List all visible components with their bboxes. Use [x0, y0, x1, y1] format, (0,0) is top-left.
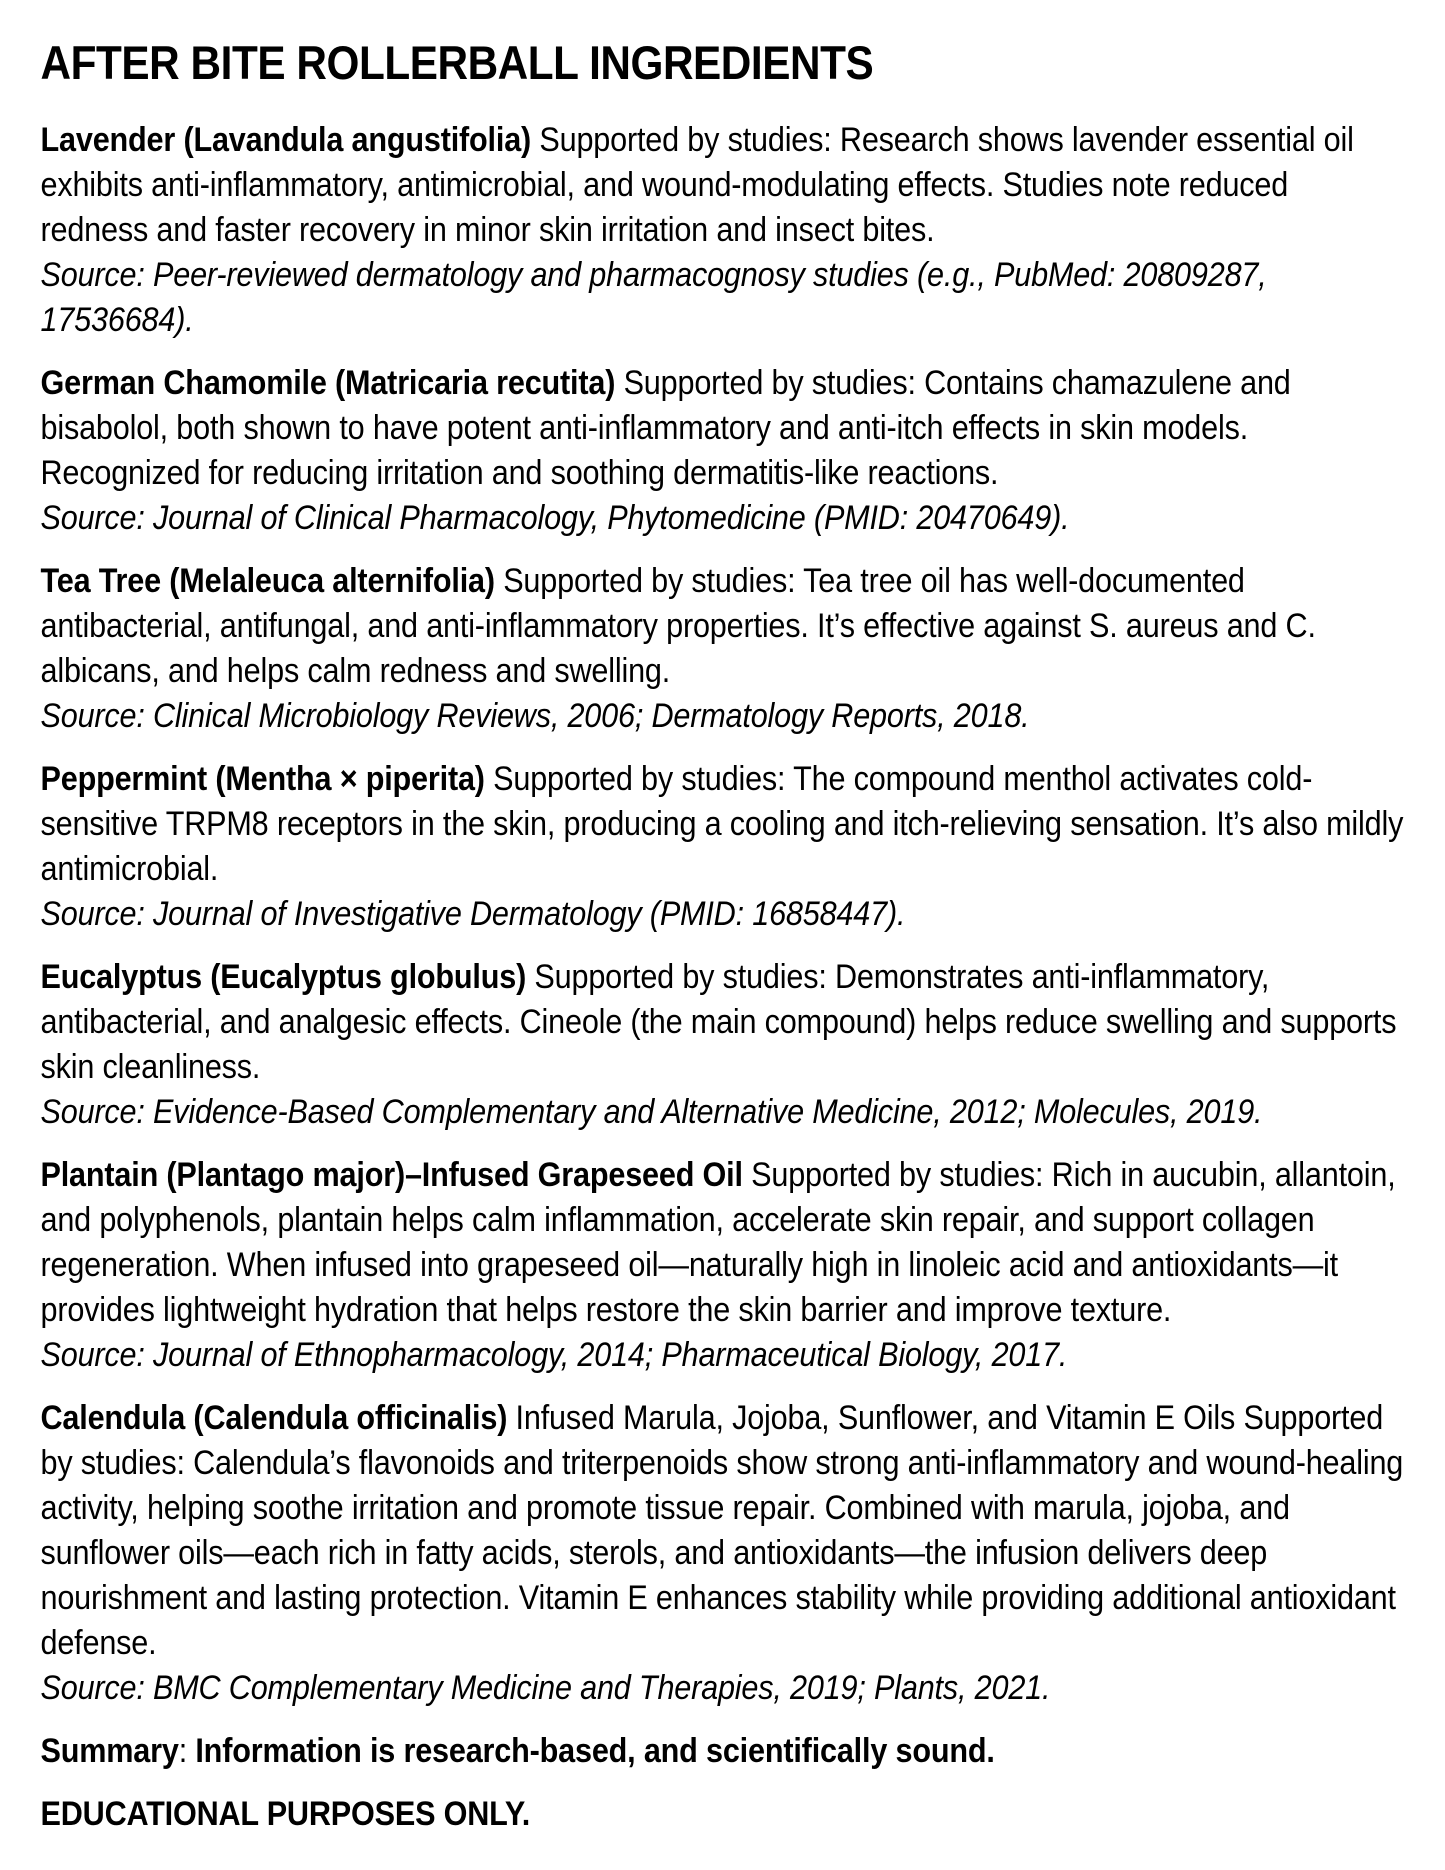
ingredient-calendula — [41, 1396, 1405, 1711]
ingredient-description: Supported by studies: Research shows lavender essential oil exhibits anti-inflammatory, antimicrobial, and wound-modulating effects. Studies note reduced redness and faster recovery in minor skin irritation and insect bites. — [40, 121, 1354, 249]
ingredient-lavender — [41, 118, 1405, 343]
ingredient-description: Supported by studies: Tea tree oil has well-documented antibacterial, antifungal, and anti-inflammatory properties. It’s effective against S. aureus and C. albicans, and helps calm redness and swelling. — [40, 562, 1316, 690]
ingredient-peppermint — [41, 757, 1405, 937]
ingredient-name: Lavender (Lavandula angustifolia) — [40, 121, 532, 159]
disclaimer: EDUCATIONAL PURPOSES ONLY. — [40, 1795, 531, 1833]
ingredient-source: Source: Journal of Clinical Pharmacology, Phytomedicine (PMID: 20470649). — [40, 499, 1070, 537]
summary-statement — [41, 1729, 1405, 1774]
ingredient-name: Tea Tree (Melaleuca alternifolia) — [40, 562, 495, 600]
ingredient-source: Source: Evidence-Based Complementary and Alternative Medicine, 2012; Molecules, 2019. — [40, 1093, 1263, 1131]
ingredient-name: Peppermint (Mentha × piperita) — [40, 760, 485, 798]
ingredient-tea-tree — [41, 559, 1405, 739]
ingredient-source: Source: Peer-reviewed dermatology and pharmacognosy studies (e.g., PubMed: 20809287, 17536684). — [40, 256, 1267, 339]
ingredient-name: Calendula (Calendula officinalis) — [40, 1399, 508, 1437]
summary-text: Information is research-based, and scientifically sound. — [195, 1732, 995, 1770]
summary-label: Summary — [40, 1732, 179, 1770]
ingredient-description: Supported by studies: Demonstrates anti-inflammatory, antibacterial, and analgesic effects. Cineole (the main compound) helps reduce swelling and supports skin cleanliness. — [40, 958, 1397, 1086]
ingredient-source: Source: Journal of Investigative Dermatology (PMID: 16858447). — [40, 895, 906, 933]
ingredient-description: Supported by studies: Rich in aucubin, allantoin, and polyphenols, plantain helps calm inflammation, accelerate skin repair, and support collagen regeneration. When infused into grapeseed oil—naturally high in linoleic acid and antioxidants—it provides lightweight hydration that helps restore the skin barrier and improve texture. — [40, 1156, 1396, 1329]
ingredient-german-chamomile — [41, 361, 1405, 541]
ingredient-description: Supported by studies: The compound menthol activates cold-sensitive TRPM8 receptors in the skin, producing a cooling and itch-relieving sensation. It’s also mildly antimicrobial. — [40, 760, 1404, 888]
ingredient-source: Source: Clinical Microbiology Reviews, 2006; Dermatology Reports, 2018. — [40, 697, 1030, 735]
ingredient-description: Infused Marula, Jojoba, Sunflower, and Vitamin E Oils Supported by studies: Calendula’s flavonoids and triterpenoids show strong anti-inflammatory and wound-healing activity, helping soothe irritation and promote tissue repair. Combined with marula, jojoba, and sunflower oils—each rich in fatty acids, sterols, and antioxidants—the infusion delivers deep nourishment and lasting protection. Vitamin E enhances stability while providing additional antioxidant defense. — [40, 1399, 1404, 1662]
ingredient-description: Supported by studies: Contains chamazulene and bisabolol, both shown to have potent anti-inflammatory and anti-itch effects in skin models. Recognized for reducing irritation and soothing dermatitis-like reactions. — [40, 364, 1291, 492]
ingredient-name: German Chamomile (Matricaria recutita) — [40, 364, 616, 402]
ingredient-plantain-grapeseed — [41, 1153, 1405, 1378]
ingredient-eucalyptus — [41, 955, 1405, 1135]
page-title: AFTER BITE ROLLERBALL INGREDIENTS — [40, 36, 874, 89]
ingredient-source: Source: Journal of Ethnopharmacology, 2014; Pharmaceutical Biology, 2017. — [40, 1336, 1068, 1374]
summary-separator: : — [178, 1732, 196, 1770]
ingredient-source: Source: BMC Complementary Medicine and Therapies, 2019; Plants, 2021. — [40, 1669, 1051, 1707]
ingredient-name: Plantain (Plantago major)–Infused Grapeseed Oil — [40, 1156, 743, 1194]
ingredient-name: Eucalyptus (Eucalyptus globulus) — [40, 958, 527, 996]
